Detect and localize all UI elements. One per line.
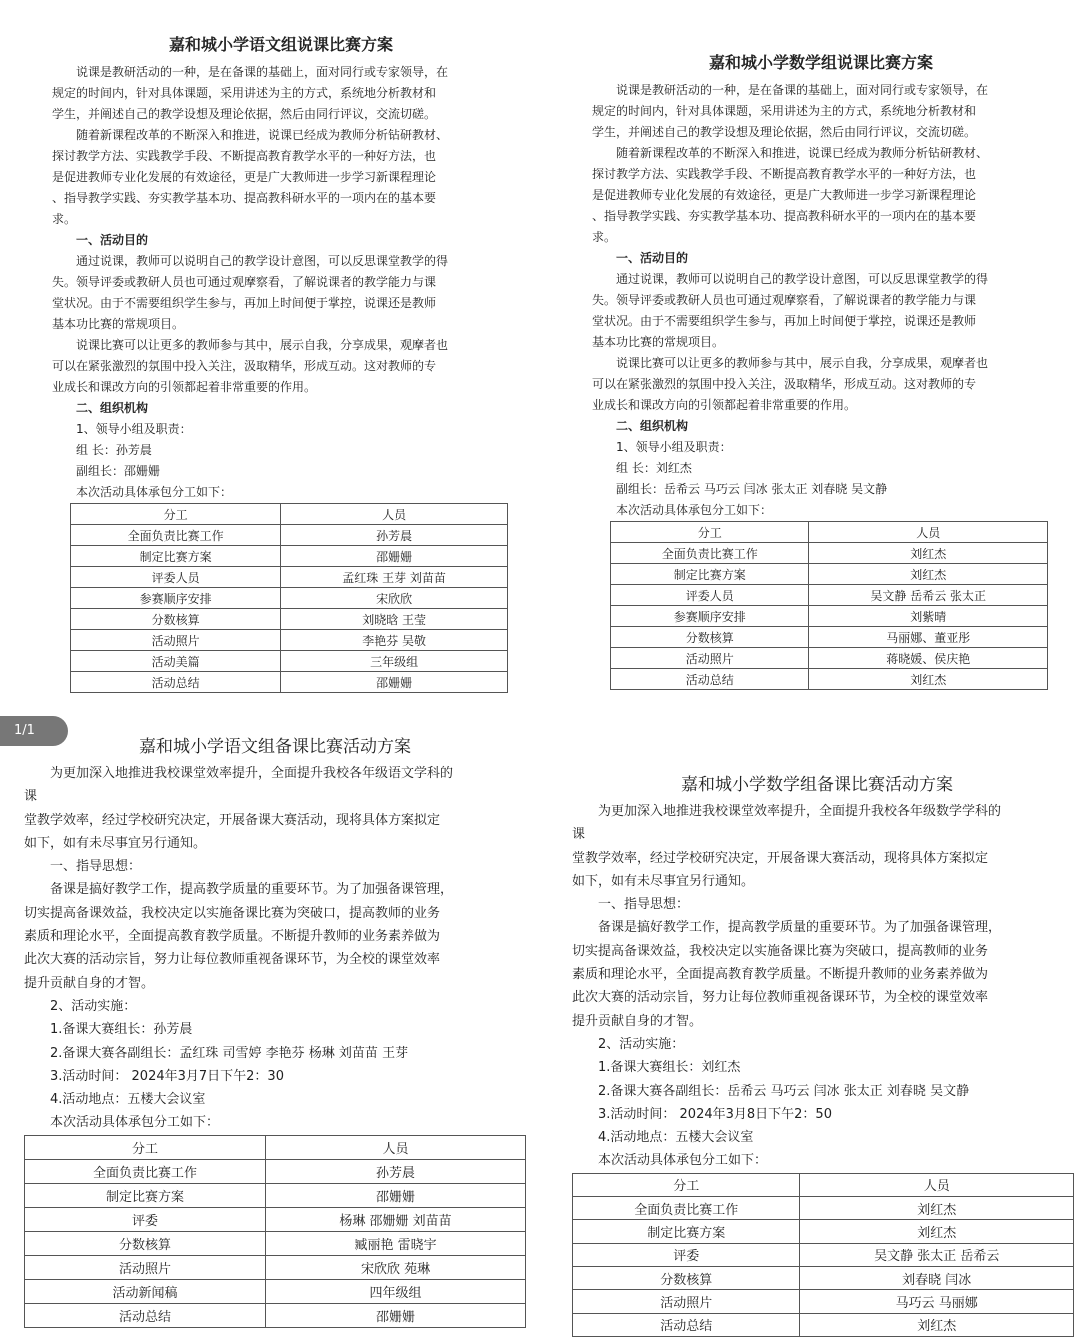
paragraph-line: 提升贡献自身的才智。 [572, 1013, 703, 1029]
role-cell: 评委 [573, 1243, 800, 1266]
paragraph-line: 提升贡献自身的才智。 [24, 975, 155, 991]
table-header-row [573, 1173, 1074, 1196]
role-cell: 评委人员 [611, 585, 809, 606]
table-row [71, 525, 508, 546]
personnel-cell: 孟红珠 王芽 刘苗苗 [281, 567, 508, 588]
org-line: 1、领导小组及职责： [616, 440, 732, 454]
doc-title: 嘉和城小学语文组说课比赛方案 [168, 35, 393, 54]
table-row [573, 1220, 1074, 1243]
doc-math-lecture-plan [540, 0, 1080, 718]
role-cell: 活动新闻稿 [25, 1279, 266, 1303]
org-line: 组 长：刘红杰 [616, 461, 692, 475]
assignment-table [70, 503, 508, 693]
personnel-cell: 邵姗姗 [266, 1183, 526, 1207]
table-row [611, 669, 1048, 690]
table-header-row [71, 504, 508, 525]
role-cell: 全面负责比赛工作 [25, 1159, 266, 1183]
role-cell: 分数核算 [71, 609, 281, 630]
doc-title: 嘉和城小学语文组备课比赛活动方案 [139, 737, 411, 757]
personnel-cell: 邵姗姗 [266, 1303, 526, 1327]
personnel-cell: 刘晓晗 王莹 [281, 609, 508, 630]
personnel-cell: 刘紫晴 [809, 606, 1048, 627]
paragraph-line: 切实提高备课效益，我校决定以实施备课比赛为突破口，提高教师的业务 [572, 943, 989, 959]
personnel-cell: 邵姗姗 [281, 546, 508, 567]
paragraph-line: 失。领导评委或教研人员也可通过观摩察看，了解说课者的教学能力与课 [592, 293, 977, 307]
intro-line: 如下，如有未尽事宜另行通知。 [572, 873, 755, 889]
intro-line: 堂教学效率，经过学校研究决定，开展备课大赛活动，现将具体方案拟定 [24, 812, 441, 828]
paragraph-line: 素质和理论水平，全面提高教育教学质量。不断提升教师的业务素养做为 [24, 929, 441, 945]
intro-line: 课 [24, 789, 38, 805]
paragraph-line: 通过说课，教师可以说明自己的教学设计意图，可以反思课堂教学的得 [616, 272, 989, 286]
org-line: 本次活动具体承包分工如下： [76, 485, 233, 499]
table-row [611, 648, 1048, 669]
personnel-cell: 宋欣欣 苑琳 [266, 1255, 526, 1279]
table-header-cell: 人员 [809, 522, 1048, 543]
table-row [25, 1279, 526, 1303]
role-cell: 活动总结 [573, 1313, 800, 1336]
personnel-cell: 马丽娜、董亚彤 [809, 627, 1048, 648]
plan-line: 4.活动地点：五楼大会议室 [598, 1130, 754, 1146]
paragraph-line: 此次大赛的活动宗旨，努力让每位教师重视备课环节，为全校的课堂效率 [572, 990, 989, 1006]
table-header-cell: 分工 [25, 1135, 266, 1159]
intro-line: 规定的时间内，针对具体课题，采用讲述为主的方式，系统地分析教材和 [52, 86, 437, 100]
personnel-cell: 蒋晓媛、侯庆艳 [809, 648, 1048, 669]
paragraph-line: 求。 [52, 212, 77, 226]
org-line: 副组长：邵姗姗 [76, 464, 161, 478]
intro-line: 学生，并阐述自己的教学设想及理论依据，然后由同行评议，交流切磋。 [592, 125, 977, 139]
doc-title: 嘉和城小学数学组说课比赛方案 [708, 53, 933, 72]
role-cell: 评委 [25, 1207, 266, 1231]
role-cell: 参赛顺序安排 [71, 588, 281, 609]
plan-line: 本次活动具体承包分工如下： [50, 1115, 220, 1131]
paragraph-line: 说课比赛可以让更多的教师参与其中，展示自我，分享成果，观摩者也 [616, 356, 989, 370]
personnel-cell: 刘红杰 [800, 1313, 1074, 1336]
doc-chinese-lecture-plan [0, 0, 540, 718]
table-header-cell: 分工 [71, 504, 281, 525]
intro-line: 课 [572, 827, 586, 843]
table-row [71, 672, 508, 693]
intro-line: 规定的时间内，针对具体课题，采用讲述为主的方式，系统地分析教材和 [592, 104, 977, 118]
table-row [25, 1255, 526, 1279]
table-row [611, 627, 1048, 648]
table-row [25, 1159, 526, 1183]
table-header-cell: 人员 [266, 1135, 526, 1159]
role-cell: 制定比赛方案 [25, 1183, 266, 1207]
table-row [71, 651, 508, 672]
personnel-cell: 李艳芬 吴敬 [281, 630, 508, 651]
section-heading: 一、活动目的 [616, 251, 689, 265]
section-heading: 一、指导思想： [598, 897, 690, 913]
paragraph-line: 切实提高备课效益，我校决定以实施备课比赛为突破口，提高教师的业务 [24, 905, 441, 921]
intro-line: 堂教学效率，经过学校研究决定，开展备课大赛活动，现将具体方案拟定 [572, 850, 989, 866]
page-indicator: 1/1 [0, 716, 68, 746]
paragraph-line: 备课是搞好教学工作，提高教学质量的重要环节。为了加强备课管理， [598, 920, 1002, 936]
paragraph-line: 说课比赛可以让更多的教师参与其中，展示自我，分享成果，观摩者也 [76, 338, 449, 352]
plan-line: 4.活动地点：五楼大会议室 [50, 1092, 206, 1108]
doc-math-preparation-plan [540, 718, 1080, 1339]
role-cell: 活动照片 [25, 1255, 266, 1279]
personnel-cell: 宋欣欣 [281, 588, 508, 609]
table-row [611, 606, 1048, 627]
table-row [573, 1197, 1074, 1220]
intro-line: 如下，如有未尽事宜另行通知。 [24, 835, 207, 851]
role-cell: 评委人员 [71, 567, 281, 588]
paragraph-line: 可以在紧张激烈的氛围中投入关注，汲取精华，形成互动。这对教师的专 [52, 359, 437, 373]
table-row [611, 543, 1048, 564]
intro-line: 说课是教研活动的一种，是在备课的基础上，面对同行或专家领导，在 [76, 65, 449, 79]
personnel-cell: 孙芳晨 [266, 1159, 526, 1183]
personnel-cell: 孙芳晨 [281, 525, 508, 546]
role-cell: 全面负责比赛工作 [573, 1197, 800, 1220]
section-heading: 2、活动实施： [50, 998, 137, 1014]
section-heading: 二、组织机构 [76, 401, 149, 415]
table-row [71, 567, 508, 588]
role-cell: 活动美篇 [71, 651, 281, 672]
role-cell: 活动总结 [71, 672, 281, 693]
intro-line: 说课是教研活动的一种，是在备课的基础上，面对同行或专家领导，在 [616, 83, 989, 97]
org-line: 副组长：岳希云 马巧云 闫冰 张太正 刘春晓 吴文静 [616, 482, 888, 496]
paragraph-line: 探讨教学方法、实践教学手段、不断提高教育教学水平的一种好方法，也 [52, 149, 437, 163]
role-cell: 分数核算 [611, 627, 809, 648]
plan-line: 1.备课大赛组长：孙芳晨 [50, 1022, 193, 1038]
personnel-cell: 马巧云 马丽娜 [800, 1290, 1074, 1313]
role-cell: 制定比赛方案 [71, 546, 281, 567]
intro-line: 为更加深入地推进我校课堂效率提升，全面提升我校各年级数学学科的 [598, 804, 1002, 819]
table-row [611, 585, 1048, 606]
personnel-cell: 三年级组 [281, 651, 508, 672]
org-line: 本次活动具体承包分工如下： [616, 503, 773, 517]
paragraph-line: 探讨教学方法、实践教学手段、不断提高教育教学水平的一种好方法，也 [592, 167, 977, 181]
table-row [573, 1266, 1074, 1289]
plan-line: 3.活动时间： 2024年3月7日下午2：30 [50, 1068, 284, 1084]
personnel-cell: 刘红杰 [809, 543, 1048, 564]
plan-line: 3.活动时间： 2024年3月8日下午2：50 [598, 1106, 832, 1122]
personnel-cell: 杨琳 邵姗姗 刘苗苗 [266, 1207, 526, 1231]
section-heading: 一、指导思想： [50, 859, 142, 875]
table-row [25, 1231, 526, 1255]
role-cell: 制定比赛方案 [573, 1220, 800, 1243]
table-row [573, 1243, 1074, 1266]
plan-line: 2.备课大赛各副组长：孟红珠 司雪婷 李艳芬 杨琳 刘苗苗 王芽 [50, 1045, 409, 1061]
paragraph-line: 素质和理论水平，全面提高教育教学质量。不断提升教师的业务素养做为 [572, 967, 989, 983]
paragraph-line: 通过说课，教师可以说明自己的教学设计意图，可以反思课堂教学的得 [76, 254, 449, 268]
doc-title: 嘉和城小学数学组备课比赛活动方案 [681, 775, 953, 795]
table-row [573, 1290, 1074, 1313]
role-cell: 全面负责比赛工作 [611, 543, 809, 564]
table-header-cell: 分工 [573, 1173, 800, 1196]
paragraph-line: 、指导教学实践、夯实教学基本功、提高教科研水平的一项内在的基本要 [592, 209, 977, 223]
paragraph-line: 、指导教学实践、夯实教学基本功、提高教科研水平的一项内在的基本要 [52, 191, 437, 205]
role-cell: 制定比赛方案 [611, 564, 809, 585]
paragraph-line: 失。领导评委或教研人员也可通过观摩察看，了解说课者的教学能力与课 [52, 275, 437, 289]
plan-line: 本次活动具体承包分工如下： [598, 1153, 768, 1169]
personnel-cell: 刘红杰 [809, 669, 1048, 690]
paragraph-line: 业成长和课改方向的引领都起着非常重要的作用。 [52, 380, 317, 394]
role-cell: 分数核算 [25, 1231, 266, 1255]
plan-line: 2.备课大赛各副组长：岳希云 马巧云 闫冰 张太正 刘春晓 吴文静 [598, 1083, 970, 1099]
role-cell: 活动照片 [71, 630, 281, 651]
role-cell: 活动照片 [611, 648, 809, 669]
paragraph-line: 基本功比赛的常规项目。 [52, 317, 185, 331]
role-cell: 活动总结 [25, 1303, 266, 1327]
paragraph-line: 业成长和课改方向的引领都起着非常重要的作用。 [592, 398, 857, 412]
personnel-cell: 邵姗姗 [281, 672, 508, 693]
paragraph-line: 堂状况。由于不需要组织学生参与，再加上时间便于掌控，说课还是教师 [52, 296, 437, 310]
intro-line: 学生，并阐述自己的教学设想及理论依据，然后由同行评议，交流切磋。 [52, 107, 437, 121]
role-cell: 活动总结 [611, 669, 809, 690]
personnel-cell: 吴文静 张太正 岳希云 [800, 1243, 1074, 1266]
role-cell: 分数核算 [573, 1266, 800, 1289]
personnel-cell: 臧丽艳 雷晓宇 [266, 1231, 526, 1255]
table-header-row [611, 522, 1048, 543]
paragraph-line: 求。 [592, 230, 617, 244]
paragraph-line: 是促进教师专业化发展的有效途径，更是广大教师进一步学习新课程理论 [52, 170, 437, 184]
paragraph-line: 堂状况。由于不需要组织学生参与，再加上时间便于掌控，说课还是教师 [592, 314, 977, 328]
personnel-cell: 刘春晓 闫冰 [800, 1266, 1074, 1289]
personnel-cell: 刘红杰 [809, 564, 1048, 585]
table-header-cell: 人员 [281, 504, 508, 525]
assignment-table [610, 521, 1048, 690]
personnel-cell: 吴文静 岳希云 张太正 [809, 585, 1048, 606]
table-header-cell: 人员 [800, 1173, 1074, 1196]
org-line: 组 长：孙芳晨 [76, 443, 152, 457]
section-heading: 一、活动目的 [76, 233, 149, 247]
table-header-row [25, 1135, 526, 1159]
paragraph-line: 随着新课程改革的不断深入和推进，说课已经成为教师分析钻研教材、 [616, 146, 989, 160]
paragraph-line: 可以在紧张激烈的氛围中投入关注，汲取精华，形成互动。这对教师的专 [592, 377, 977, 391]
paragraph-line: 是促进教师专业化发展的有效途径，更是广大教师进一步学习新课程理论 [592, 188, 977, 202]
plan-line: 1.备课大赛组长：刘红杰 [598, 1060, 741, 1076]
table-row [573, 1313, 1074, 1336]
intro-line: 为更加深入地推进我校课堂效率提升，全面提升我校各年级语文学科的 [50, 766, 454, 781]
personnel-cell: 刘红杰 [800, 1220, 1074, 1243]
role-cell: 参赛顺序安排 [611, 606, 809, 627]
table-row [611, 564, 1048, 585]
org-line: 1、领导小组及职责： [76, 422, 192, 436]
section-heading: 二、组织机构 [616, 419, 689, 433]
table-header-cell: 分工 [611, 522, 809, 543]
paragraph-line: 基本功比赛的常规项目。 [592, 335, 725, 349]
assignment-table [24, 1135, 526, 1328]
table-row [25, 1207, 526, 1231]
table-row [71, 546, 508, 567]
table-row [25, 1303, 526, 1327]
table-row [25, 1183, 526, 1207]
personnel-cell: 四年级组 [266, 1279, 526, 1303]
personnel-cell: 刘红杰 [800, 1197, 1074, 1220]
paragraph-line: 随着新课程改革的不断深入和推进，说课已经成为教师分析钻研教材、 [76, 128, 449, 142]
role-cell: 全面负责比赛工作 [71, 525, 281, 546]
table-row [71, 588, 508, 609]
paragraph-line: 此次大赛的活动宗旨，努力让每位教师重视备课环节，为全校的课堂效率 [24, 952, 441, 968]
paragraph-line: 备课是搞好教学工作，提高教学质量的重要环节。为了加强备课管理， [50, 882, 454, 898]
section-heading: 2、活动实施： [598, 1036, 685, 1052]
table-row [71, 609, 508, 630]
role-cell: 活动照片 [573, 1290, 800, 1313]
assignment-table [572, 1173, 1074, 1337]
doc-chinese-preparation-plan [0, 718, 540, 1339]
table-row [71, 630, 508, 651]
